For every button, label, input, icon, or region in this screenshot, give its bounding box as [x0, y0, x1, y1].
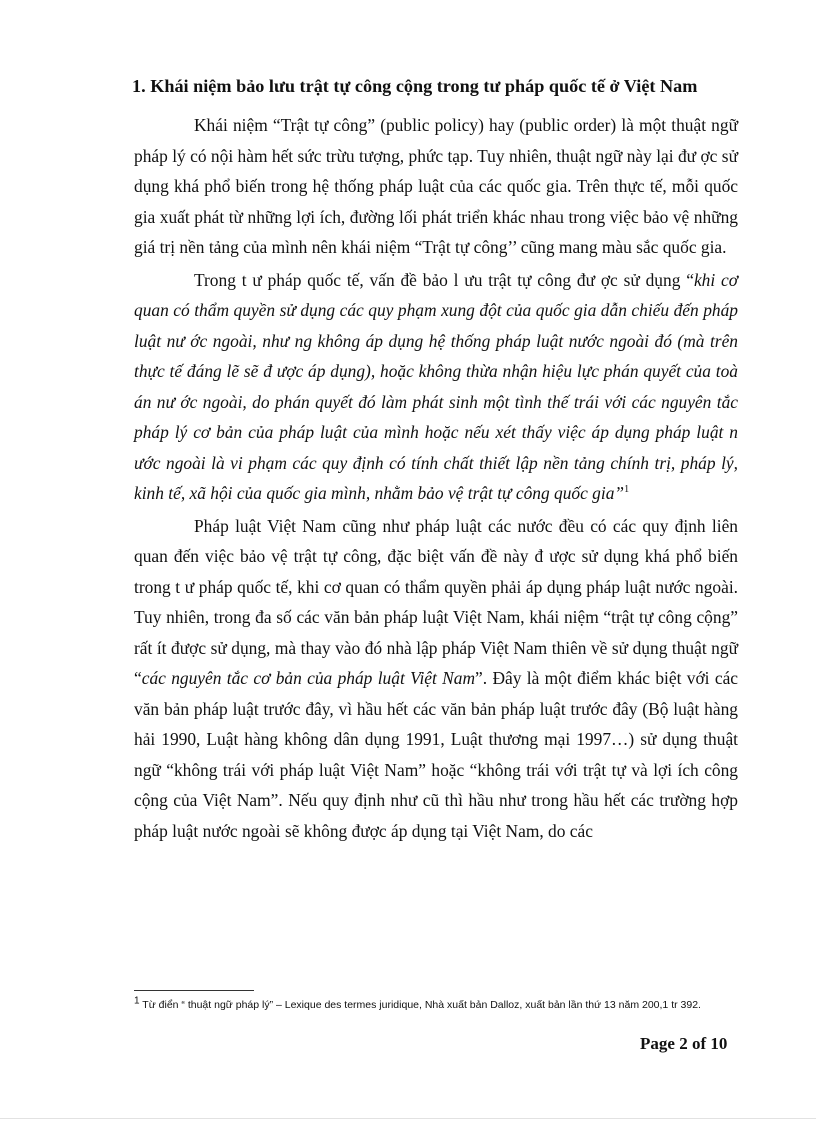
footnote-text: Từ điển “ thuật ngữ pháp lý” – Lexique des termes juridique, Nhà xuất bản Dalloz, xuất bản lần thứ 13 năm 200,1 tr 392.	[139, 999, 701, 1011]
footnote-separator	[134, 990, 254, 991]
document-body	[134, 110, 738, 846]
paragraph-2-lead: Trong t ư pháp quốc tế, vấn đề bảo l ưu trật tự công đư ợc sử dụng “	[194, 269, 694, 290]
page-number-prefix: Page	[640, 1034, 680, 1053]
paragraph-3-italic-term: các nguyên tắc cơ bản của pháp luật Việt Nam	[141, 668, 476, 688]
page-number-current: 2	[679, 1034, 688, 1053]
paragraph-3	[134, 511, 738, 847]
footnote-marker: 1	[134, 995, 140, 1007]
page-number-total: 10	[710, 1034, 728, 1053]
footnote-reference[interactable]: 1	[624, 484, 630, 496]
paragraph-3-part-b: ”. Đây là một điểm khác biệt với các văn bản pháp luật trước đây, vì hầu hết các văn bản pháp luật trước đây (Bộ luật hàng hải 1990, Luật hàng không dân dụng 1991, Luật thương mại 1997…) sử dụng thuật ngữ “không trái với pháp luật Việt Nam” hoặc “không trái với trật tự và lợi ích công cộng của Việt Nam”. Nếu quy định như cũ thì hầu như trong hầu hết các trường hợp pháp luật nước ngoài sẽ không được áp dụng tại Việt Nam, do các	[134, 668, 739, 841]
paragraph-2	[134, 265, 738, 509]
section-heading: 1. Khái niệm bảo lưu trật tự công cộng trong tư pháp quốc tế ở Việt Nam	[132, 76, 698, 96]
page-number	[640, 1034, 727, 1054]
paragraph-2-quote: khi cơ quan có thẩm quyền sử dụng các quy phạm xung đột của quốc gia dẫn chiếu đến pháp luật nư ớc ngoài, như ng không áp dụng hệ thống pháp luật nước ngoài đó (mà trên thực tế đáng lẽ sẽ đ ược áp dụng), hoặc không thừa nhận hiệu lực phán quyết của toà án nư ớc ngoài, do phán quyết đó làm phát sinh một tình thế trái với các nguyên tắc pháp lý cơ bản của pháp luật của mình hoặc nếu xét thấy việc áp dụng pháp luật n ước ngoài là vi phạm các quy định có tính chất thiết lập nền tảng chính trị, pháp lý, kinh tế, xã hội của quốc gia mình, nhằm bảo vệ trật tự công quốc gia”	[134, 269, 739, 503]
footnote	[134, 995, 738, 1013]
paragraph-3-part-a: Pháp luật Việt Nam cũng như pháp luật các nước đều có các quy định liên quan đến việc bảo vệ trật tự công, đặc biệt vấn đề này đ ược sử dụng khá phổ biến trong t ư pháp quốc tế, khi cơ quan có thẩm quyền phải áp dụng pháp luật nước ngoài. Tuy nhiên, trong đa số các văn bản pháp luật Việt Nam, khái niệm “trật tự công cộng” rất ít được sử dụng, mà thay vào đó nhà lập pháp Việt Nam thiên về sử dụng thuật ngữ “	[134, 515, 738, 688]
page-number-separator: of	[687, 1034, 711, 1053]
page-bottom-divider	[0, 1118, 816, 1119]
paragraph-1: Khái niệm “Trật tự công” (public policy) hay (public order) là một thuật ngữ pháp lý có nội hàm hết sức trừu tượng, phức tạp. Tuy nhiên, thuật ngữ này lại đư ợc sử dụng khá phổ biến trong hệ thống pháp luật của các quốc gia. Trên thực tế, mỗi quốc gia xuất phát từ những lợi ích, đường lối phát triển khác nhau trong việc bảo vệ những giá trị nền tảng của mình nên khái niệm “Trật tự công’’ cũng mang màu sắc quốc gia.	[134, 115, 738, 257]
